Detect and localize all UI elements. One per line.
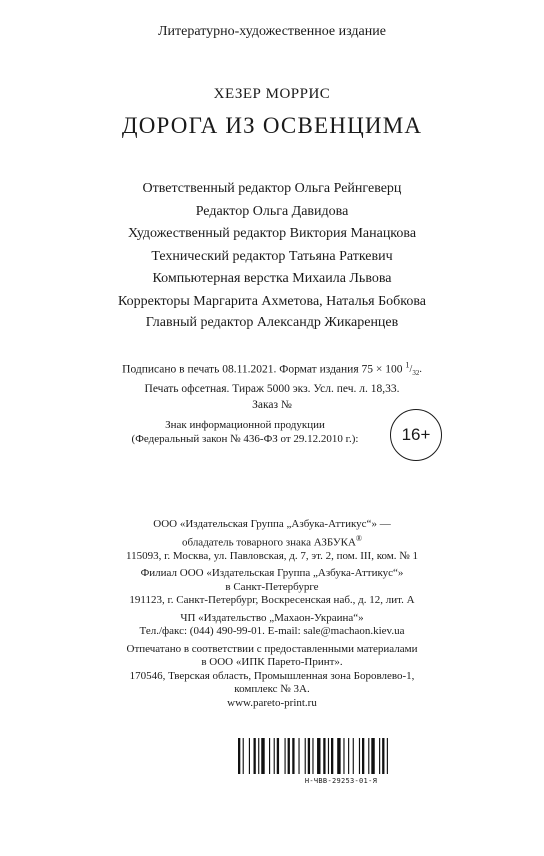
credit-editor: Редактор Ольга Давидова (195, 203, 349, 219)
format-fraction: $^1/_{32}$. (405, 361, 422, 378)
barcode-bar (382, 738, 384, 774)
barcode-bar (305, 738, 306, 774)
credit-proofreaders: Корректоры Маргарита Ахметова, Наталья Бобкова (118, 293, 426, 309)
publisher-trademark (0, 532, 544, 550)
barcode-bar (258, 738, 259, 774)
credit-responsible-editor: Ответственный редактор Ольга Рейнгеверц (142, 181, 402, 196)
barcode-bar (238, 738, 240, 774)
barcode-bar (337, 738, 340, 774)
printing-details (0, 358, 544, 413)
barcode-bar (243, 738, 244, 774)
printer-website: www.pareto-print.ru (227, 696, 317, 709)
barcode-bar (317, 738, 320, 774)
barcode-bar (285, 738, 286, 774)
info-sign-text (100, 418, 390, 446)
barcode-bar (343, 738, 344, 774)
barcode-number: Н-ЧВВ-29253-01-Я (304, 777, 378, 785)
barcode-bar (292, 738, 294, 774)
printer-name: в ООО «ИПК Парето-Принт». (201, 656, 343, 669)
ukraine-publisher: ЧП «Издательство „Махаон-Украина“» (180, 611, 364, 624)
publisher-trademark-text: обладатель товарного знака АЗБУКА (182, 536, 356, 549)
book-title: ДОРОГА ИЗ ОСВЕНЦИМА (121, 113, 423, 138)
barcode-bar (288, 738, 290, 774)
barcode-bar (328, 738, 329, 774)
edition-type: Литературно-художественное издание (158, 24, 386, 39)
info-sign-line2: (Федеральный закон № 436-ФЗ от 29.12.2010 г.): (131, 433, 359, 445)
branch-address: 191123, г. Санкт-Петербург, Воскресенская наб., д. 12, лит. А (129, 594, 415, 607)
printer-group (0, 643, 544, 711)
barcode-bar (379, 738, 380, 774)
barcode-bar (254, 738, 256, 774)
branch-city: в Санкт-Петербурге (225, 580, 319, 593)
printer-address: 170546, Тверская область, Промышленная зона Боровлево-1, (129, 669, 415, 682)
chief-editor: Главный редактор Александр Жикаренцев (145, 315, 399, 330)
barcode-bar (274, 738, 275, 774)
barcode-bar (353, 738, 354, 774)
printer-complex: комплекс № 3А. (234, 683, 310, 696)
barcode-bar (387, 738, 388, 774)
barcode-bar (371, 738, 374, 774)
barcode-bar (362, 738, 364, 774)
branch-group (0, 567, 544, 608)
branch-name: Филиал ООО «Издательская Группа „Азбука-Аттикус“» (140, 567, 404, 580)
credits-list (0, 178, 544, 313)
printing-line-signed (0, 358, 544, 381)
barcode-bar (277, 738, 279, 774)
barcode-bar (308, 738, 310, 774)
credit-art-editor: Художественный редактор Виктория Манацкова (127, 226, 417, 241)
barcode-bar (359, 738, 360, 774)
registered-mark: ® (355, 533, 362, 543)
barcode-bar (312, 738, 313, 774)
printer-note: Отпечатано в соответствии с предоставленными материалами (126, 642, 418, 655)
barcode-bar (269, 738, 270, 774)
ukraine-contacts: Тел./факс: (044) 490-99-01. E-mail: sale@machaon.kiev.ua (139, 625, 405, 638)
barcode-bar (261, 738, 264, 774)
info-sign-line1: Знак информационной продукции (165, 419, 325, 431)
imprint-block (0, 518, 544, 714)
barcode-bar (348, 738, 349, 774)
barcode-bar (323, 738, 325, 774)
barcode-bar (368, 738, 369, 774)
ukraine-group (0, 612, 544, 639)
barcode-bar (249, 738, 250, 774)
format-fraction-den: 32 (412, 369, 420, 378)
publisher-address: 115093, г. Москва, ул. Павловская, д. 7, эт. 2, пом. III, ком. № 1 (125, 549, 418, 562)
barcode-bar (331, 738, 333, 774)
publisher-name: ООО «Издательская Группа „Азбука-Аттикус“» — (153, 518, 391, 530)
barcode (236, 738, 446, 774)
book-author: ХЕЗЕР МОРРИС (213, 86, 331, 102)
credit-layout: Компьютерная верстка Михаила Львова (152, 271, 392, 286)
format-fraction-num: 1 (405, 361, 410, 370)
age-rating-badge: 16+ (390, 409, 442, 461)
barcode-bar (298, 738, 299, 774)
credit-technical-editor: Технический редактор Татьяна Раткевич (151, 248, 393, 264)
publisher-group (0, 518, 544, 563)
printing-signed-text: Подписано в печать 08.11.2021. Формат издания 75 × 100 (122, 363, 403, 376)
printing-line-run: Печать офсетная. Тираж 5000 экз. Усл. печ. л. 18,33. (144, 383, 400, 396)
printing-line-order: Заказ № (252, 399, 292, 412)
